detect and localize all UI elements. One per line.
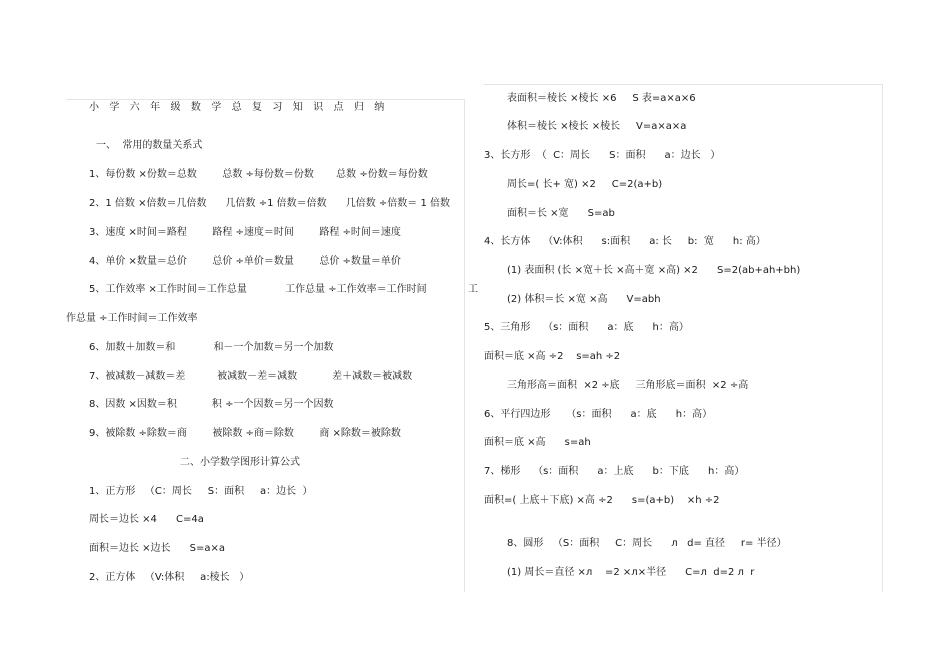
triangle-area: 面积＝底 ×高 ÷2 s=ah ÷2: [484, 351, 621, 362]
trapezoid-heading: 7、梯形 （s：面积 a：上底 b：下底 h：高）: [484, 466, 745, 477]
formula-line-6: 6、加数＋加数＝和 和－一个加数＝另一个加数: [89, 342, 334, 353]
formula-line-8: 8、因数 ×因数＝积 积 ÷一个因数＝另一个因数: [89, 399, 334, 410]
cube-volume: 体积＝棱长 ×棱长 ×棱长 V=a×a×a: [507, 121, 687, 132]
cuboid-volume: (2) 体积＝长 ×宽 ×高 V=abh: [507, 294, 661, 305]
formula-line-3: 3、速度 ×时间＝路程 路程 ÷速度＝时间 路程 ÷时间＝速度: [89, 227, 401, 238]
formula-line-4: 4、单价 ×数量＝总价 总价 ÷单价＝数量 总价 ÷数量＝单价: [89, 256, 401, 267]
rectangle-area: 面积＝长 ×宽 S=ab: [507, 208, 615, 219]
formula-line-9: 9、被除数 ÷除数＝商 被除数 ÷商＝除数 商 ×除数＝被除数: [89, 428, 401, 439]
cube-heading: 2、正方体 （V:体积 a:棱长 ）: [89, 572, 250, 583]
circle-circumference: (1) 周长＝直径 ×л =2 ×л×半径 C=л d=2 л r: [507, 567, 755, 578]
triangle-height-base: 三角形高＝面积 ×2 ÷底 三角形底＝面积 ×2 ÷高: [507, 380, 749, 391]
cuboid-heading: 4、长方体 （V:体积 s:面积 a: 长 b: 宽 h: 高）: [484, 236, 766, 247]
formula-line-5: 5、工作效率 ×工作时间＝工作总量 工作总量 ÷工作效率＝工作时间 工: [89, 284, 478, 295]
parallelogram-area: 面积＝底 ×高 s=ah: [484, 437, 591, 448]
cuboid-surface-area: (1) 表面积 (长 ×宽＋长 ×高＋宽 ×高) ×2 S=2(ab+ah+bh): [507, 265, 801, 276]
rectangle-perimeter: 周长=( 长+ 宽) ×2 C=2(a+b): [507, 179, 663, 190]
formula-line-7: 7、被减数－减数＝差 被减数－差＝减数 差＋减数＝被减数: [89, 371, 413, 382]
square-heading: 1、正方形 （C：周长 S：面积 a：边长 ）: [89, 486, 313, 497]
triangle-heading: 5、三角形 （s：面积 a：底 h：高）: [484, 322, 689, 333]
formula-line-2: 2、1 倍数 ×倍数＝几倍数 几倍数 ÷1 倍数＝倍数 几倍数 ÷倍数＝ 1 倍数: [89, 198, 450, 209]
formula-line-1: 1、每份数 ×份数＝总数 总数 ÷每份数＝份数 总数 ÷份数＝每份数: [89, 169, 428, 180]
trapezoid-area: 面积=( 上底＋下底) ×高 ÷2 s=(a+b) ×h ÷2: [484, 495, 720, 506]
section-heading-2: 二、小学数学图形计算公式: [180, 457, 300, 468]
square-perimeter: 周长＝边长 ×4 C=4a: [89, 514, 204, 525]
circle-heading: 8、圆形 （S：面积 C：周长 л d= 直径 r= 半径）: [507, 538, 787, 549]
document-title: 小 学 六 年 级 数 学 总 复 习 知 识 点 归 纳: [89, 102, 388, 113]
rectangle-heading: 3、长方形 （ C：周长 S：面积 a：边长 ）: [484, 150, 721, 161]
parallelogram-heading: 6、平行四边形 （s：面积 a：底 h：高）: [484, 409, 713, 420]
formula-line-5-cont: 作总量 ÷工作时间＝工作效率: [66, 313, 198, 324]
section-heading-1: 一、 常用的数量关系式: [96, 140, 203, 151]
square-area: 面积＝边长 ×边长 S=a×a: [89, 543, 225, 554]
cube-surface-area: 表面积＝棱长 ×棱长 ×6 S 表=a×a×6: [507, 93, 696, 104]
